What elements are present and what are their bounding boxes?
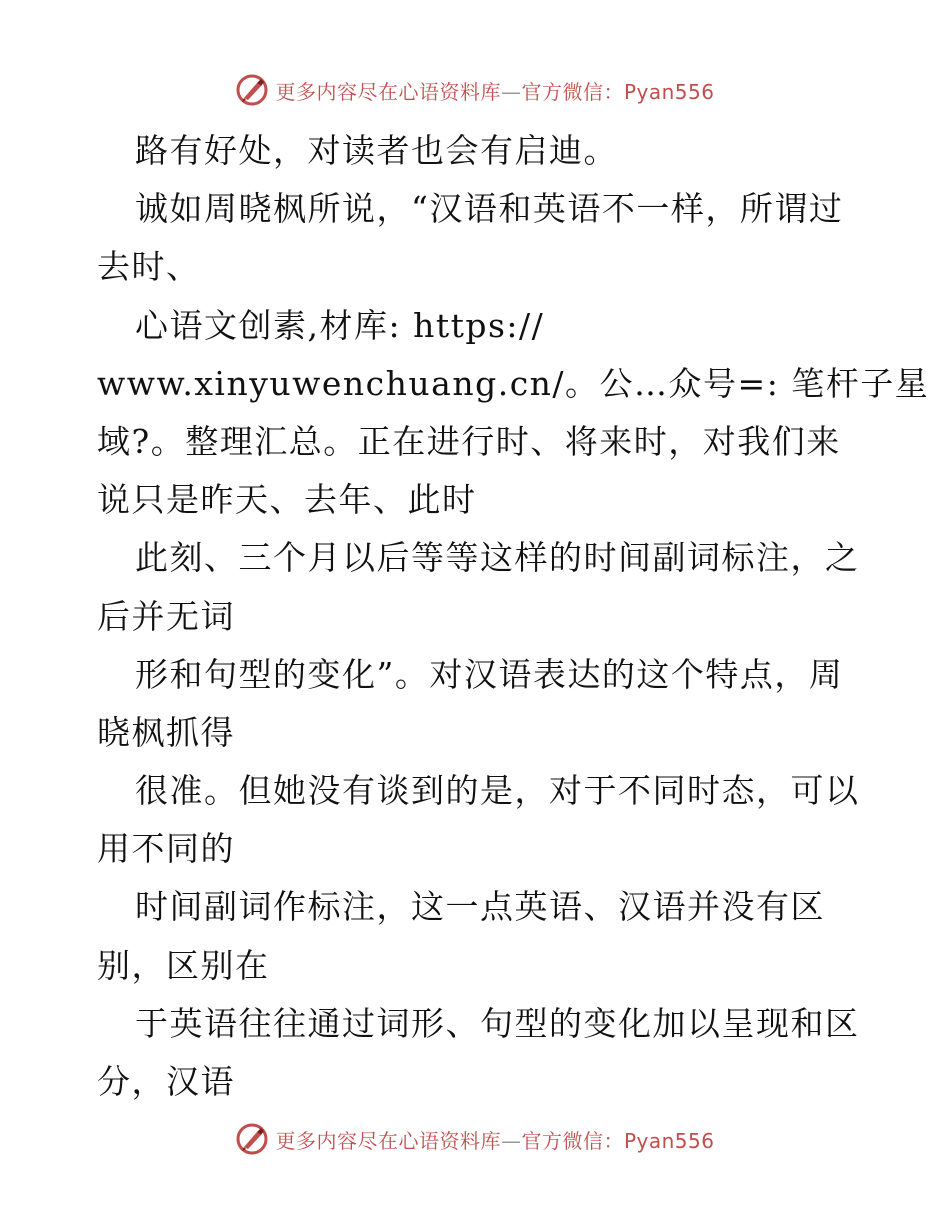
body-line: 后并无词 [97,596,235,636]
body-line: 很准。但她没有谈到的是，对于不同时态，可以 [135,771,860,811]
body-line: 时间副词作标注，这一点英语、汉语并没有区 [135,887,825,927]
body-line: www.xinyuwenchuang.cn/。公…众号=: 笔杆子星 [97,363,930,403]
body-line: 于英语往往通过词形、句型的变化加以呈现和区 [135,1003,860,1043]
body-line: 别，区别在 [97,945,270,985]
body-line: 路有好处，对读者也会有启迪。 [135,131,618,170]
banner-contact: 官方微信：Pyan556 [521,79,715,104]
banner-text [275,76,714,105]
body-line: 说只是昨天、去年、此时 [97,480,477,520]
banner-separator: — [500,79,522,104]
body-line: 去时、 [97,247,201,287]
pen-logo-icon [235,73,269,107]
banner-separator: — [500,1128,522,1153]
pen-logo-icon [235,1122,269,1156]
footer-banner [0,1119,950,1159]
banner-promo: 更多内容尽在心语资料库 [275,1128,501,1153]
body-line: 诚如周晓枫所说，“汉语和英语不一样，所谓过 [135,189,844,229]
banner-text [275,1125,714,1154]
body-line: 分，汉语 [97,1062,235,1101]
body-line: 晓枫抓得 [97,712,235,752]
document-body [97,122,930,1111]
body-line: 形和句型的变化”。对汉语表达的这个特点，周 [135,654,844,694]
body-line: 心语文创素,材库: https:// [135,305,545,345]
body-line: 此刻、三个月以后等等这样的时间副词标注，之 [135,538,860,578]
header-banner [0,70,950,110]
banner-contact: 官方微信：Pyan556 [521,1128,715,1153]
body-line: 用不同的 [97,829,235,869]
body-line: 域?。整理汇总。正在进行时、将来时，对我们来 [97,421,841,461]
banner-promo: 更多内容尽在心语资料库 [275,79,501,104]
